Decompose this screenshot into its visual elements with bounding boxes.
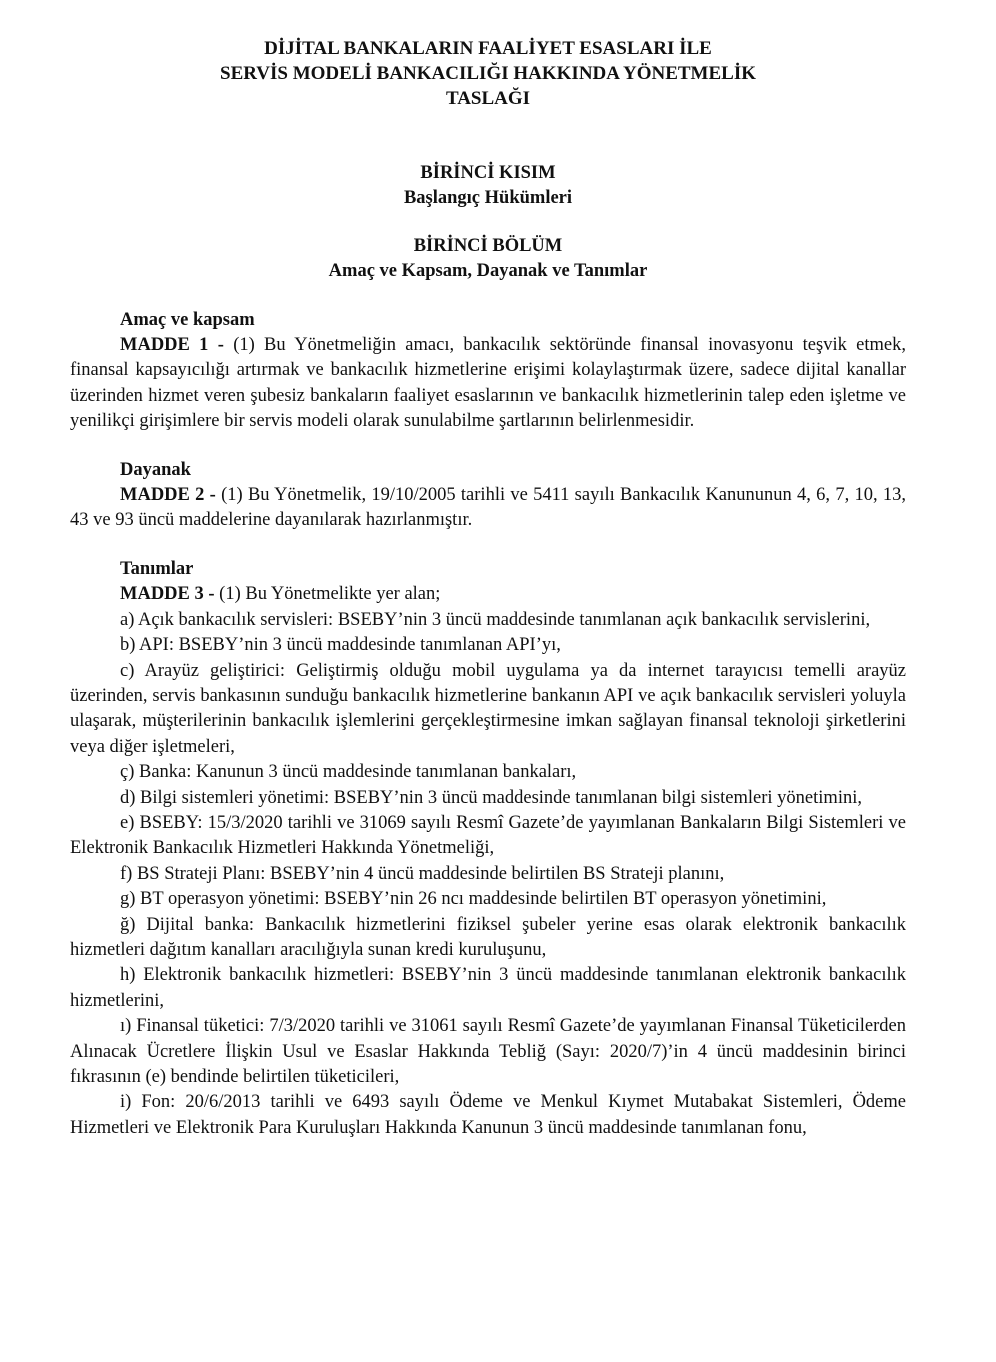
definition-item-d: d) Bilgi sistemleri yönetimi: BSEBY’nin 3 üncü maddesinde tanımlanan bilgi sistemleri yönetimini, — [120, 787, 862, 808]
document-title-line-2: SERVİS MODELİ BANKACILIĞI HAKKINDA YÖNETMELİK — [220, 63, 756, 84]
article-2-label: MADDE 2 - — [120, 485, 216, 506]
document-title-line-3: TASLAĞI — [445, 88, 531, 109]
definition-item-e: e) BSEBY: 15/3/2020 tarihli ve 31069 sayılı Resmî Gazete’de yayımlanan Bankaların Bilgi Sistemleri ve Elektronik Bankacılık Hizmetleri Hakkında Yönetmeliği, — [70, 812, 906, 859]
article-2-heading: Dayanak — [120, 459, 191, 480]
article-3-text: (1) Bu Yönetmelikte yer alan; — [214, 584, 441, 605]
article-3-label: MADDE 3 - — [120, 584, 215, 605]
definition-item-h: h) Elektronik bankacılık hizmetleri: BSEBY’nin 3 üncü maddesinde tanımlanan elektronik bankacılık hizmetlerini, — [70, 965, 906, 1011]
section-label: BİRİNCİ BÖLÜM — [413, 235, 563, 256]
definition-item-a: a) Açık bankacılık servisleri: BSEBY’nin 3 üncü maddesinde tanımlanan açık bankacılık servislerini, — [120, 609, 871, 630]
definition-item-f: f) BS Strateji Planı: BSEBY’nin 4 üncü maddesinde belirtilen BS Strateji planını, — [120, 863, 725, 884]
definition-item-dotless-i: ı) Finansal tüketici: 7/3/2020 tarihli ve 31061 sayılı Resmî Gazete’de yayımlanan Finansal Tüketicilerden Alınacak Ücretlere İlişkin Usul ve Esaslar Hakkında Tebliğ (Sayı: 2020/7)’in 4 üncü maddesinin birinci fıkrasının (e) bendinde belirtilen tüketicileri, — [70, 1016, 906, 1087]
part-label: BİRİNCİ KISIM — [420, 163, 556, 183]
article-3-paragraph — [70, 582, 906, 607]
document-title-line-1: DİJİTAL BANKALARIN FAALİYET ESASLARI İLE — [264, 38, 712, 59]
article-2-text: (1) Bu Yönetmelik, 19/10/2005 tarihli ve 5411 sayılı Bankacılık Kanununun 4, 6, 7, 10, 13, 43 ve 93 üncü maddelerine dayanılarak hazırlanmıştır. — [70, 485, 906, 531]
article-2-paragraph — [70, 483, 906, 534]
article-1-text: (1) Bu Yönetmeliğin amacı, bankacılık sektöründe finansal inovasyonu teşvik etmek, finansal kapsayıcılığı artırmak ve bankacılık hizmetlerine erişimi kolaylaştırmak üzere, sadece dijital kanallar üzerinden hizmet veren şubesiz bankaların faaliyet esaslarının ve bankacılık hizmetlerinin talep eden işletme ve yenilikçi girişimlere bir servis modeli olarak sunulabilme şartlarının belirlenmesidir. — [70, 335, 906, 432]
definition-item-c-cedilla: ç) Banka: Kanunun 3 üncü maddesinde tanımlanan bankaları, — [120, 762, 577, 783]
article-3-heading: Tanımlar — [120, 558, 194, 579]
article-1-heading: Amaç ve kapsam — [120, 309, 255, 330]
definition-item-b: b) API: BSEBY’nin 3 üncü maddesinde tanımlanan API’yı, — [120, 635, 561, 656]
section-name: Amaç ve Kapsam, Dayanak ve Tanımlar — [328, 261, 648, 282]
part-name: Başlangıç Hükümleri — [403, 188, 573, 209]
article-1-paragraph — [70, 333, 906, 435]
document-page — [70, 36, 906, 1141]
definition-item-i: i) Fon: 20/6/2013 tarihli ve 6493 sayılı Ödeme ve Menkul Kıymet Mutabakat Sistemleri, Ödeme Hizmetleri ve Elektronik Para Kuruluşları Hakkında Kanunun 3 üncü maddesinde tanımlanan fonu, — [70, 1092, 906, 1138]
definition-item-c: c) Arayüz geliştirici: Geliştirmiş olduğu mobil uygulama ya da internet tarayıcısı temelli arayüz üzerinden, servis bankasının sunduğu bankacılık hizmetlerine bankanın API ve açık bankacılık servisleri yoluyla ulaşarak, müşterilerinin bankacılık işlemlerini gerçekleştirmesine imkan sağlayan finansal teknoloji şirketlerini veya diğer işletmeleri, — [70, 660, 906, 757]
article-1-label: MADDE 1 - — [120, 335, 224, 356]
definition-item-g: g) BT operasyon yönetimi: BSEBY’nin 26 ncı maddesinde belirtilen BT operasyon yönetimini, — [120, 889, 827, 910]
definition-item-g-breve: ğ) Dijital banka: Bankacılık hizmetlerini fiziksel şubeler yerine esas olarak elektronik bankacılık hizmetleri dağıtım kanalları aracılığıyla sunan kredi kuruluşunu, — [70, 914, 906, 960]
